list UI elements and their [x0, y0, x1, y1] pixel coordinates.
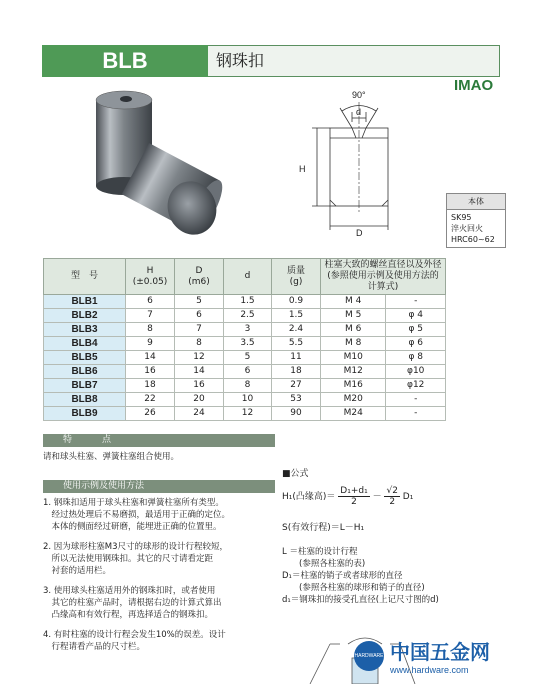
- usage-line: 经过热处理后不易磨损，最适用于正确的定位。: [43, 510, 231, 520]
- cell-model: BLB5: [44, 351, 126, 365]
- features-header: 特 点: [43, 434, 275, 447]
- cell-od: φ 8: [386, 351, 446, 365]
- usage-line: 2. 因为球形柱塞M3尺寸的球形的设计行程较短，: [43, 542, 229, 552]
- cell-H: 26: [126, 407, 175, 421]
- table-row: [44, 379, 446, 393]
- cell-model: BLB1: [44, 295, 126, 309]
- watermark-badge-icon: HARDWARE: [354, 641, 384, 671]
- table-row: [44, 337, 446, 351]
- height-label: H: [299, 164, 306, 174]
- table-row: [44, 365, 446, 379]
- cell-H: 8: [126, 323, 175, 337]
- formula-stroke: S(有效行程)＝L－H₁: [282, 523, 365, 533]
- watermark: [354, 636, 490, 675]
- cell-model: BLB9: [44, 407, 126, 421]
- cell-thread: M 4: [321, 295, 386, 309]
- cell-d: 12: [224, 407, 272, 421]
- cell-model: BLB4: [44, 337, 126, 351]
- cell-mass: 5.5: [272, 337, 321, 351]
- cell-D: 16: [175, 379, 224, 393]
- cell-thread: M24: [321, 407, 386, 421]
- cell-od: -: [386, 295, 446, 309]
- cell-d: 8: [224, 379, 272, 393]
- formula-h1: H₁(凸缘高)＝ $\frac{\text{D₁+d₁}}{2}$ － $\frac{√2}{2}$ D₁: [282, 486, 414, 507]
- usage-line: 4. 有时柱塞的设计行程会发生10%的误差。设计: [43, 630, 226, 640]
- cell-d: 3: [224, 323, 272, 337]
- cell-H: 7: [126, 309, 175, 323]
- usage-line: 1. 钢珠扣适用于球头柱塞和弹簧柱塞所有类型。: [43, 498, 224, 508]
- cell-od: -: [386, 407, 446, 421]
- material-line: SK95: [451, 213, 472, 222]
- usage-line: 凸缘高和有效行程，再选择适合的钢珠扣。: [43, 610, 214, 620]
- angle-label: 90°: [352, 90, 366, 100]
- cell-model: BLB2: [44, 309, 126, 323]
- cell-H: 18: [126, 379, 175, 393]
- cell-D: 5: [175, 295, 224, 309]
- cell-H: 9: [126, 337, 175, 351]
- cell-d: 6: [224, 365, 272, 379]
- cell-od: φ10: [386, 365, 446, 379]
- cell-mass: 0.9: [272, 295, 321, 309]
- watermark-brand: 中国五金网: [390, 642, 490, 664]
- col-d: d: [224, 259, 272, 295]
- dimension-drawing: [290, 86, 410, 236]
- cell-D: 24: [175, 407, 224, 421]
- cell-thread: M20: [321, 393, 386, 407]
- col-mass: 质量 (g): [272, 259, 321, 295]
- cell-d: 1.5: [224, 295, 272, 309]
- cell-model: BLB7: [44, 379, 126, 393]
- table-row: [44, 407, 446, 421]
- cell-od: φ 5: [386, 323, 446, 337]
- cell-od: -: [386, 393, 446, 407]
- cell-d: 3.5: [224, 337, 272, 351]
- cell-mass: 2.4: [272, 323, 321, 337]
- col-thread: 柱塞大致的螺丝直径以及外径 (参照使用示例及使用方法的计算式): [321, 259, 446, 295]
- usage-line: 本体的侧面经过研磨，能埋进正确的位置里。: [43, 522, 222, 532]
- cell-thread: M 5: [321, 309, 386, 323]
- cell-mass: 90: [272, 407, 321, 421]
- cell-d: 5: [224, 351, 272, 365]
- spec-table: [43, 258, 446, 421]
- usage-line: 衬套的适用栏。: [43, 566, 112, 576]
- col-model: 型 号: [44, 259, 126, 295]
- cell-thread: M12: [321, 365, 386, 379]
- usage-line: 其它的柱塞产品时，请根据右边的计算式算出: [43, 598, 222, 608]
- cell-od: φ12: [386, 379, 446, 393]
- cell-model: BLB6: [44, 365, 126, 379]
- cell-D: 6: [175, 309, 224, 323]
- product-title: 钢珠扣: [216, 51, 265, 70]
- material-line: HRC60~62: [451, 235, 495, 244]
- brand-logo: IMAO: [454, 77, 494, 94]
- table-row: [44, 323, 446, 337]
- cell-d: 10: [224, 393, 272, 407]
- diameter-label: D: [356, 228, 363, 236]
- cell-D: 8: [175, 337, 224, 351]
- cell-od: φ 6: [386, 337, 446, 351]
- cell-mass: 53: [272, 393, 321, 407]
- usage-line: 行程请看产品的尺寸栏。: [43, 642, 146, 652]
- table-row: [44, 295, 446, 309]
- col-D: D (m6): [175, 259, 224, 295]
- usage-header: 使用示例及使用方法: [43, 480, 275, 493]
- cell-D: 7: [175, 323, 224, 337]
- cell-H: 6: [126, 295, 175, 309]
- formula-title: ■公式: [282, 469, 309, 479]
- cell-mass: 1.5: [272, 309, 321, 323]
- cell-od: φ 4: [386, 309, 446, 323]
- usage-list: [43, 497, 283, 653]
- cell-thread: M16: [321, 379, 386, 393]
- cell-model: BLB8: [44, 393, 126, 407]
- cell-D: 14: [175, 365, 224, 379]
- cell-mass: 18: [272, 365, 321, 379]
- cell-thread: M 8: [321, 337, 386, 351]
- cell-thread: M10: [321, 351, 386, 365]
- cell-H: 14: [126, 351, 175, 365]
- cell-d: 2.5: [224, 309, 272, 323]
- col-H: H (±0.05): [126, 259, 175, 295]
- formula-definitions: L ＝柱塞的设计行程 (参照各柱塞的表) D₁＝柱塞的销子或者球形的直径 (参照各柱塞的球形和销子的直径) d₁＝钢珠扣的接受孔直径(上记尺寸图的d): [282, 547, 439, 605]
- hole-diameter-label: d: [356, 107, 362, 117]
- watermark-url: www.hardware.com: [390, 665, 469, 675]
- product-photo: [84, 88, 254, 238]
- cell-D: 20: [175, 393, 224, 407]
- material-line: 淬火回火: [451, 224, 483, 233]
- cell-model: BLB3: [44, 323, 126, 337]
- material-box: [446, 193, 506, 248]
- usage-line: 所以无法使用钢珠扣。其它的尺寸请看定距: [43, 554, 214, 564]
- table-row: [44, 393, 446, 407]
- table-row: [44, 309, 446, 323]
- cell-mass: 11: [272, 351, 321, 365]
- cell-H: 16: [126, 365, 175, 379]
- usage-line: 3. 使用球头柱塞适用外的钢珠扣时，或者使用: [43, 586, 216, 596]
- cell-mass: 27: [272, 379, 321, 393]
- cell-H: 22: [126, 393, 175, 407]
- cell-D: 12: [175, 351, 224, 365]
- features-text: 请和球头柱塞、弹簧柱塞组合使用。: [43, 452, 180, 462]
- cell-thread: M 6: [321, 323, 386, 337]
- material-title: 本体: [447, 194, 505, 210]
- product-code: BLB: [42, 45, 208, 77]
- table-row: [44, 351, 446, 365]
